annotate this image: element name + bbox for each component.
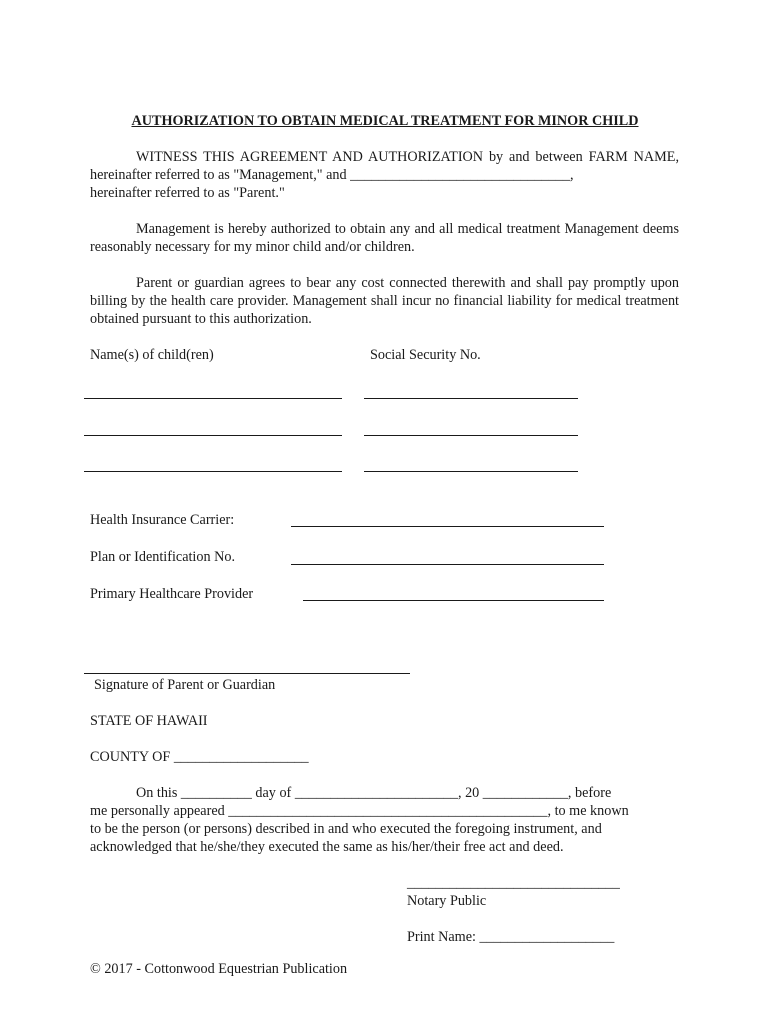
child-name-line-3[interactable] <box>84 471 342 472</box>
healthcare-provider-line[interactable] <box>303 600 604 601</box>
child-name-line-2[interactable] <box>84 435 342 436</box>
management-paragraph: Management is hereby authorized to obtain any and all medical treatment Management deems reasonably necessary for my minor child and/or children. <box>90 221 679 255</box>
child-name-line-1[interactable] <box>84 398 342 399</box>
witness-paragraph <box>90 148 679 184</box>
child-ssn-line-3[interactable] <box>364 471 578 472</box>
notary-public-label: Notary Public <box>407 893 487 909</box>
plan-id-line[interactable] <box>291 564 604 565</box>
copyright-footer: © 2017 - Cottonwood Equestrian Publication <box>90 961 348 977</box>
child-ssn-line-1[interactable] <box>364 398 578 399</box>
print-name-field[interactable]: Print Name: ___________________ <box>407 929 615 945</box>
state-line: STATE OF HAWAII <box>90 713 208 729</box>
witness-text: WITNESS THIS AGREEMENT AND AUTHORIZATION by and between FARM NAME, hereinafter referred to as "Management," and _______________________________, <box>90 149 679 183</box>
notary-text-line-3: to be the person (or persons) described in and who executed the foregoing instrument, and <box>90 821 602 837</box>
insurance-carrier-label: Health Insurance Carrier: <box>90 512 235 528</box>
plan-id-label: Plan or Identification No. <box>90 549 235 565</box>
children-name-header: Name(s) of child(ren) <box>90 347 214 363</box>
notary-text-line-4: acknowledged that he/she/they executed the same as his/her/their free act and deed. <box>90 839 564 855</box>
guardian-paragraph: Parent or guardian agrees to bear any cost connected therewith and shall pay promptly upon billing by the health care provider. Management shall incur no financial liability for medical treatment obtained pursuant to this authorization. <box>90 275 679 327</box>
notary-text-line-1: On this __________ day of _______________________, 20 ____________, before <box>136 785 612 801</box>
document-title: AUTHORIZATION TO OBTAIN MEDICAL TREATMENT FOR MINOR CHILD <box>131 113 639 129</box>
notary-signature-blank[interactable]: ______________________________ <box>407 875 620 891</box>
notary-text-line-2: me personally appeared _____________________________________________, to me known <box>90 803 629 819</box>
ssn-header: Social Security No. <box>370 347 481 363</box>
healthcare-provider-label: Primary Healthcare Provider <box>90 586 254 602</box>
insurance-carrier-line[interactable] <box>291 526 604 527</box>
signature-line[interactable] <box>84 673 410 674</box>
witness-paragraph-end: hereinafter referred to as "Parent." <box>90 185 285 201</box>
signature-label: Signature of Parent or Guardian <box>94 677 276 693</box>
child-ssn-line-2[interactable] <box>364 435 578 436</box>
county-line: COUNTY OF ___________________ <box>90 749 309 765</box>
